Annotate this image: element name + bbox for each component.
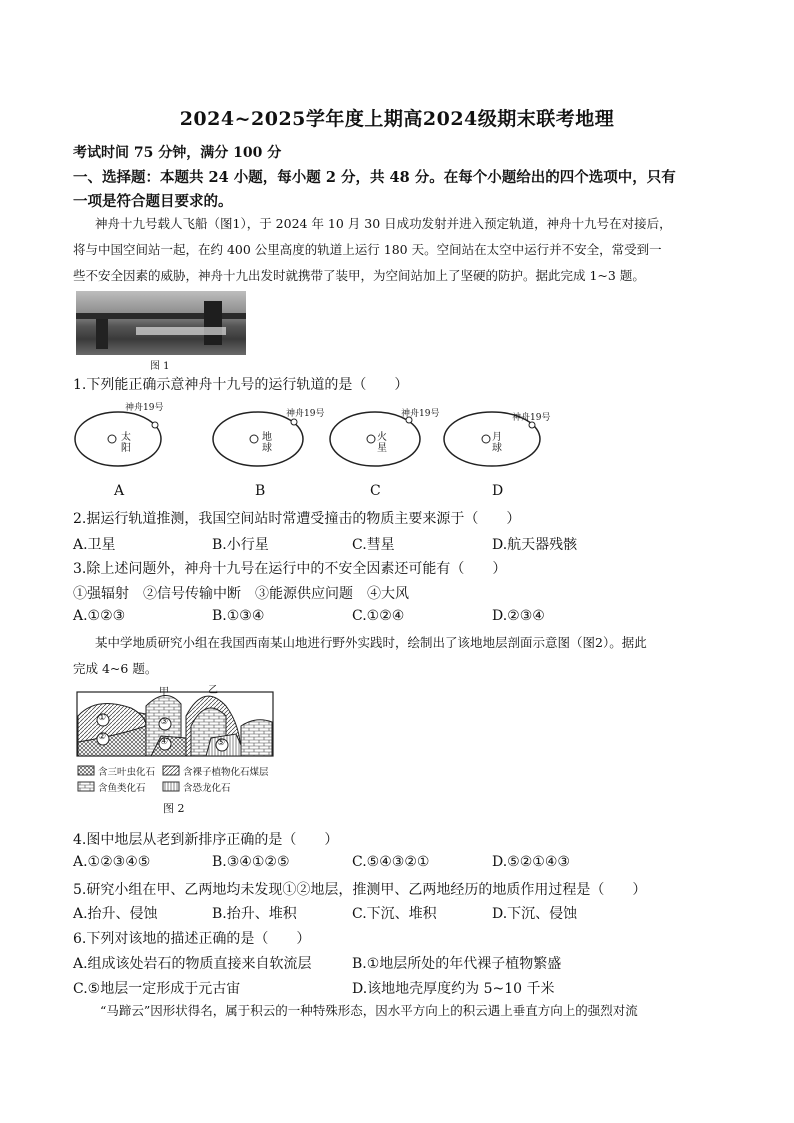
profile-peak-yi: 乙 <box>208 685 218 696</box>
question-5: 5.研究小组在甲、乙两地均未发现①②地层，推测甲、乙两地经历的地质作用过程是（ ） <box>73 882 647 898</box>
section-heading-line2: 一项是符合题目要求的。 <box>73 193 233 210</box>
q4-option-c: C.⑤④③②① <box>352 854 430 870</box>
q5-option-c: C.下沉、堆积 <box>352 906 437 922</box>
q2-option-a: A.卫星 <box>73 537 116 553</box>
q3-option-b: B.①③④ <box>212 608 265 624</box>
layer-label-5: ⑤ <box>217 738 226 748</box>
orbit-a-letter: A <box>114 483 125 499</box>
layer-label-2: ② <box>98 732 107 742</box>
question-1: 1.下列能正确示意神舟十九号的运行轨道的是（ ） <box>73 377 409 393</box>
passage1-line2: 将与中国空间站一起，在约 400 公里高度的轨道上运行 180 天。空间站在太空中运行并不安全，常受到一 <box>73 242 662 257</box>
profile-peak-jia: 甲 <box>159 687 169 698</box>
orbit-d-center: 月球 <box>492 432 502 454</box>
page-title: 2024~2025学年度上期高2024级期末联考地理 <box>179 108 615 130</box>
orbit-a-center: 太阳 <box>121 432 131 454</box>
legend-dinosaur: 含恐龙化石 <box>183 783 231 794</box>
q4-option-b: B.③④①②⑤ <box>212 854 290 870</box>
legend-fish: 含鱼类化石 <box>98 783 146 794</box>
q5-option-a: A.抬升、侵蚀 <box>73 906 158 922</box>
orbit-b-center: 地球 <box>262 432 272 454</box>
figure2-caption: 图 2 <box>163 802 185 815</box>
q3-option-a: A.①②③ <box>73 608 126 624</box>
q5-option-d: D.下沉、侵蚀 <box>492 906 578 922</box>
q4-option-d: D.⑤②①④③ <box>492 854 570 870</box>
question-4: 4.图中地层从老到新排序正确的是（ ） <box>73 832 339 848</box>
layer-label-1: ① <box>98 713 107 723</box>
passage2-line2: 完成 4~6 题。 <box>73 661 158 676</box>
orbit-b-label: 神舟19号 <box>286 409 325 419</box>
q3-option-c: C.①②④ <box>352 608 405 624</box>
orbit-b-letter: B <box>255 483 266 499</box>
exam-info: 考试时间 75 分钟，满分 100 分 <box>73 145 282 161</box>
q4-option-a: A.①②③④⑤ <box>73 854 151 870</box>
q2-option-d: D.航天器残骸 <box>492 537 578 553</box>
legend-trilobite: 含三叶虫化石 <box>98 767 156 778</box>
q6-option-c: C.⑤地层一定形成于元古宙 <box>73 981 241 997</box>
orbit-d-label: 神舟19号 <box>512 413 551 423</box>
orbit-c-label: 神舟19号 <box>401 409 440 419</box>
orbit-d-letter: D <box>492 483 504 499</box>
passage1-line1: 神舟十九号载人飞船（图1），于 2024 年 10 月 30 日成功发射并进入预定轨道，神舟十九号在对接后， <box>95 216 672 231</box>
orbit-diagram-a <box>70 402 220 482</box>
passage1-line3: 些不安全因素的威胁，神舟十九出发时就携带了装甲，为空间站加上了坚硬的防护。据此完成 1~3 题。 <box>73 268 645 283</box>
layer-label-3: ③ <box>160 717 169 727</box>
q3-option-d: D.②③④ <box>492 608 545 624</box>
passage2-line1: 某中学地质研究小组在我国西南某山地进行野外实践时，绘制出了该地地层剖面示意图（图2）。据此 <box>95 635 647 650</box>
q3-factors: ①强辐射 ②信号传输中断 ③能源供应问题 ④大风 <box>73 586 409 602</box>
orbit-a-label: 神舟19号 <box>125 403 164 413</box>
figure1-caption: 图 1 <box>150 361 170 372</box>
section-heading-line1: 一、选择题：本题共 24 小题，每小题 2 分，共 48 分。在每个小题给出的四个选项中，只有 <box>73 169 676 186</box>
q6-option-b: B.①地层所处的年代裸子植物繁盛 <box>352 956 562 972</box>
spacecraft-photo <box>76 291 246 355</box>
orbit-c-letter: C <box>370 483 381 499</box>
passage3-line1: “马蹄云”因形状得名，属于积云的一种特殊形态，因水平方向上的积云遇上垂直方向上的强烈对流 <box>100 1003 638 1018</box>
layer-label-4: ④ <box>160 737 169 747</box>
q6-option-a: A.组成该处岩石的物质直接来自软流层 <box>73 956 312 972</box>
q2-option-c: C.彗星 <box>352 537 395 553</box>
q5-option-b: B.抬升、堆积 <box>212 906 297 922</box>
question-6: 6.下列对该地的描述正确的是（ ） <box>73 931 311 947</box>
q6-option-d: D.该地地壳厚度约为 5~10 千米 <box>352 981 555 997</box>
orbit-c-center: 火星 <box>377 432 387 454</box>
q2-option-b: B.小行星 <box>212 537 269 553</box>
question-2: 2.据运行轨道推测，我国空间站时常遭受撞击的物质主要来源于（ ） <box>73 511 521 527</box>
legend-gymnosperm: 含裸子植物化石煤层 <box>183 767 269 778</box>
question-3: 3.除上述问题外，神舟十九号在运行中的不安全因素还可能有（ ） <box>73 561 507 577</box>
orbit-a-svg <box>70 402 220 482</box>
